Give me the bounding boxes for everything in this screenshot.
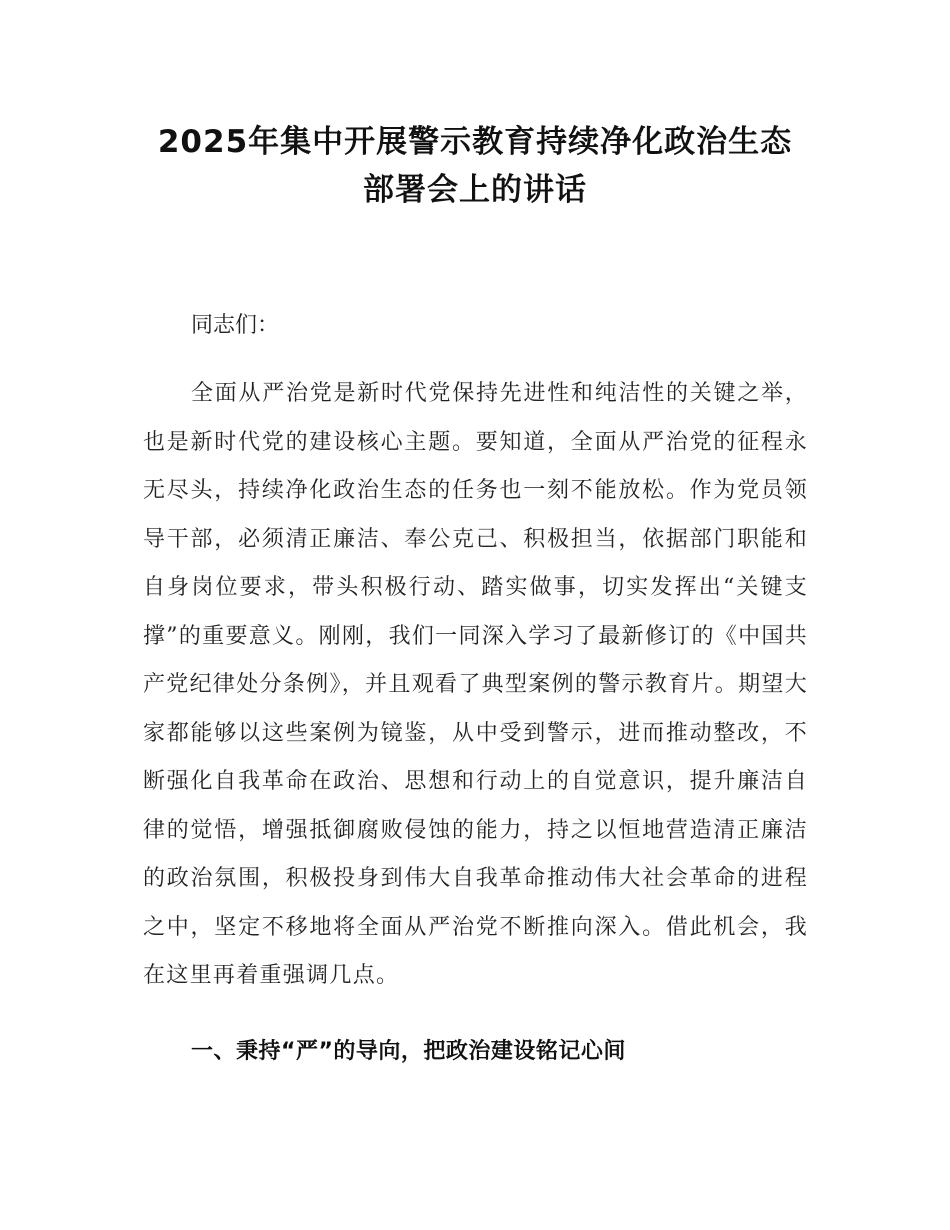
- title-line-2: 部署会上的讲话: [363, 172, 587, 208]
- title-line-1: 2025年集中开展警示教育持续净化政治生态: [157, 124, 793, 160]
- document-title: [100, 118, 850, 214]
- body-paragraph: 全面从严治党是新时代党保持先进性和纯洁性的关键之举，也是新时代党的建设核心主题。要知道，全面从严治党的征程永无尽头，持续净化政治生态的任务也一刻不能放松。作为党员领导干部，必须清正廉洁、奉公克己、积极担当，依据部门职能和自身岗位要求，带头积极行动、踏实做事，切实发挥出“关键支撑”的重要意义。刚刚，我们一同深入学习了最新修订的《中国共产党纪律处分条例》，并且观看了典型案例的警示教育片。期望大家都能够以这些案例为镜鉴，从中受到警示，进而推动整改，不断强化自我革命在政治、思想和行动上的自觉意识，提升廉洁自律的觉悟，增强抵御腐败侵蚀的能力，持之以恒地营造清正廉洁的政治氛围，积极投身到伟大自我革命推动伟大社会革命的进程之中，坚定不移地将全面从严治党不断推向深入。借此机会，我在这里再着重强调几点。: [143, 381, 808, 988]
- section-heading-1: 一、秉持“严”的导向，把政治建设铭记心间: [191, 1039, 626, 1064]
- greeting: 同志们：: [191, 313, 280, 338]
